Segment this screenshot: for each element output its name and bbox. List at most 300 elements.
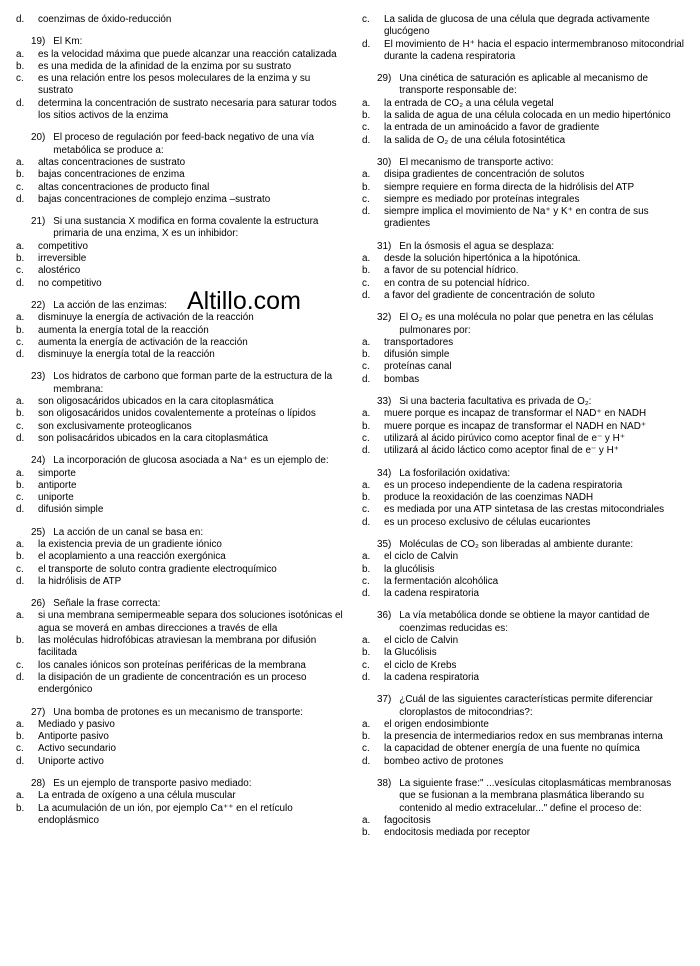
option-letter: b. bbox=[16, 551, 25, 563]
answer-option bbox=[362, 551, 687, 563]
question-number: 30) bbox=[377, 156, 392, 168]
answer-option bbox=[362, 492, 687, 504]
option-text: bombeo activo de protones bbox=[384, 755, 504, 767]
option-letter: b. bbox=[362, 563, 371, 575]
answer-option bbox=[16, 253, 346, 265]
option-letter: d. bbox=[16, 504, 25, 516]
answer-option bbox=[16, 433, 346, 445]
option-text: produce la reoxidación de las coenzimas NADH bbox=[384, 492, 594, 504]
option-letter: d. bbox=[16, 575, 25, 587]
option-text: la salida de O₂ de una célula fotosintética bbox=[384, 134, 566, 146]
option-text: uniporte bbox=[38, 492, 74, 504]
option-text: la glucólisis bbox=[384, 563, 435, 575]
question-block bbox=[362, 396, 687, 457]
question bbox=[362, 610, 687, 635]
option-text: el ciclo de Krebs bbox=[384, 659, 457, 671]
option-text: proteínas canal bbox=[384, 361, 452, 373]
option-letter: b. bbox=[362, 827, 371, 839]
option-text: si una membrana semipermeable separa dos soluciones isotónicas el agua se moverá en ambas direcciones a través de ella bbox=[38, 610, 343, 634]
option-text: a favor del gradiente de concentración de soluto bbox=[384, 289, 595, 301]
option-letter: c. bbox=[16, 73, 24, 85]
option-letter: c. bbox=[362, 193, 370, 205]
option-letter: b. bbox=[362, 181, 371, 193]
option-text: los canales iónicos son proteínas periféricas de la membrana bbox=[38, 659, 306, 671]
answer-option bbox=[16, 157, 346, 169]
option-text: desde la solución hipertónica a la hipotónica. bbox=[384, 253, 581, 265]
question bbox=[16, 598, 346, 610]
option-text: simporte bbox=[38, 467, 76, 479]
option-letter: c. bbox=[362, 743, 370, 755]
option-letter: a. bbox=[362, 479, 371, 491]
option-text: disminuye la energía total de la reacción bbox=[38, 349, 215, 361]
option-letter: a. bbox=[16, 312, 25, 324]
option-text: endocitosis mediada por receptor bbox=[384, 827, 531, 839]
option-letter: b. bbox=[16, 731, 25, 743]
question-text: Una cinética de saturación es aplicable al mecanismo de transporte responsable de: bbox=[399, 73, 648, 97]
answer-option bbox=[16, 719, 346, 731]
question-text: El proceso de regulación por feed-back negativo de una vía metabólica se produce a: bbox=[53, 132, 315, 156]
option-text: El movimiento de H⁺ hacia el espacio intermembranoso mitocondrial durante la cadena respiratoria bbox=[384, 38, 684, 62]
question-text: Moléculas de CO₂ son liberadas al ambiente durante: bbox=[399, 538, 634, 550]
answer-option bbox=[362, 290, 687, 302]
question-number: 33) bbox=[377, 396, 392, 408]
option-text: utilizará al ácido láctico como aceptor final de e⁻ y H⁺ bbox=[384, 445, 619, 457]
answer-option bbox=[362, 374, 687, 386]
question-number: 22) bbox=[31, 299, 46, 311]
question-text: La acción de un canal se basa en: bbox=[53, 526, 204, 538]
question-block bbox=[16, 778, 346, 827]
option-text: disminuye la energía de activación de la reacción bbox=[38, 312, 254, 324]
answer-option bbox=[362, 253, 687, 265]
answer-option bbox=[16, 790, 346, 802]
question-block bbox=[16, 707, 346, 768]
answer-option bbox=[16, 14, 346, 26]
question-number: 21) bbox=[31, 216, 46, 228]
question-block bbox=[362, 157, 687, 231]
option-letter: c. bbox=[16, 492, 24, 504]
question bbox=[16, 778, 346, 790]
option-letter: b. bbox=[362, 349, 371, 361]
option-letter: c. bbox=[362, 504, 370, 516]
option-letter: b. bbox=[16, 169, 25, 181]
answer-option bbox=[16, 349, 346, 361]
option-letter: c. bbox=[362, 575, 370, 587]
option-letter: a. bbox=[362, 635, 371, 647]
answer-option bbox=[16, 337, 346, 349]
question-text: La siguiente frase:" ...vesículas citoplasmáticas membranosas que se fusionan a la membrana plasmática liberando su contenido al medio extracelular..." define el proceso de: bbox=[399, 778, 672, 814]
answer-option bbox=[16, 756, 346, 768]
answer-option bbox=[16, 635, 346, 660]
option-text: es una medida de la afinidad de la enzima por su sustrato bbox=[38, 60, 292, 72]
question bbox=[362, 694, 687, 719]
question bbox=[362, 396, 687, 408]
question-block bbox=[362, 468, 687, 529]
option-letter: d. bbox=[16, 349, 25, 361]
question-text: La vía metabólica donde se obtiene la mayor cantidad de coenzimas reducidas es: bbox=[399, 610, 650, 634]
question bbox=[16, 455, 346, 467]
question-text: La acción de las enzimas: bbox=[53, 299, 167, 311]
answer-option bbox=[16, 421, 346, 433]
question-number: 28) bbox=[31, 778, 46, 790]
option-text: es la velocidad máxima que puede alcanzar una reacción catalizada bbox=[38, 48, 337, 60]
option-text: la cadena respiratoria bbox=[384, 588, 479, 600]
option-text: la Glucólisis bbox=[384, 647, 437, 659]
option-text: La salida de glucosa de una célula que degrada activamente glucógeno bbox=[384, 14, 650, 38]
answer-option bbox=[362, 660, 687, 672]
option-letter: c. bbox=[362, 14, 370, 25]
option-letter: b. bbox=[16, 253, 25, 265]
question bbox=[16, 132, 346, 157]
answer-option bbox=[16, 610, 346, 635]
option-letter: d. bbox=[362, 134, 371, 146]
option-text: la existencia previa de un gradiente iónico bbox=[38, 538, 222, 550]
option-text: es un proceso exclusivo de células eucariontes bbox=[384, 516, 591, 528]
option-text: el transporte de soluto contra gradiente electroquímico bbox=[38, 563, 277, 575]
question-number: 35) bbox=[377, 538, 392, 550]
option-letter: c. bbox=[16, 659, 24, 671]
option-letter: b. bbox=[16, 324, 25, 336]
answer-option bbox=[16, 539, 346, 551]
answer-option bbox=[16, 731, 346, 743]
answer-option bbox=[16, 396, 346, 408]
question bbox=[16, 707, 346, 719]
option-text: son polisacáridos ubicados en la cara citoplasmática bbox=[38, 432, 268, 444]
option-text: transportadores bbox=[384, 336, 454, 348]
option-text: bombas bbox=[384, 373, 420, 385]
option-text: Antiporte pasivo bbox=[38, 731, 109, 743]
option-text: es una relación entre los pesos moleculares de la enzima y su sustrato bbox=[38, 73, 311, 97]
answer-option bbox=[16, 564, 346, 576]
answer-option bbox=[362, 504, 687, 516]
option-letter: b. bbox=[16, 408, 25, 420]
option-letter: d. bbox=[362, 516, 371, 528]
option-text: determina la concentración de sustrato necesaria para saturar todos los sitios activos de la enzima bbox=[38, 97, 337, 122]
option-letter: d. bbox=[16, 432, 25, 444]
question-block bbox=[16, 14, 346, 26]
option-letter: b. bbox=[16, 635, 25, 647]
option-letter: a. bbox=[16, 610, 25, 622]
answer-option bbox=[362, 265, 687, 277]
answer-option bbox=[362, 433, 687, 445]
question-text: ¿Cuál de las siguientes características permite diferenciar cloroplastos de mitocondrias?: bbox=[399, 694, 653, 718]
question-text: Si una bacteria facultativa es privada de O₂: bbox=[399, 396, 592, 408]
question bbox=[362, 73, 687, 98]
option-text: la cadena respiratoria bbox=[384, 671, 479, 683]
answer-option bbox=[16, 672, 346, 697]
answer-option bbox=[16, 408, 346, 420]
question-block bbox=[16, 371, 346, 445]
question-number: 20) bbox=[31, 132, 46, 144]
option-text: altas concentraciones de producto final bbox=[38, 181, 210, 193]
option-letter: d. bbox=[362, 588, 371, 600]
option-text: utilizará al ácido pirúvico como aceptor final de e⁻ y H⁺ bbox=[384, 432, 625, 444]
answer-option bbox=[16, 743, 346, 755]
option-text: la capacidad de obtener energía de una fuente no química bbox=[384, 743, 640, 755]
question-text: Señale la frase correcta: bbox=[53, 598, 161, 610]
question-block bbox=[362, 778, 687, 839]
option-text: la hidrólisis de ATP bbox=[38, 575, 122, 587]
question-number: 37) bbox=[377, 694, 392, 706]
option-text: la entrada de CO₂ a una célula vegetal bbox=[384, 97, 554, 109]
option-text: irreversible bbox=[38, 253, 87, 265]
question bbox=[362, 778, 687, 815]
option-letter: c. bbox=[362, 659, 370, 671]
option-text: son exclusivamente proteoglicanos bbox=[38, 420, 192, 432]
option-letter: a. bbox=[16, 396, 25, 408]
answer-option bbox=[362, 731, 687, 743]
option-letter: c. bbox=[16, 336, 24, 348]
answer-option bbox=[16, 265, 346, 277]
answer-option bbox=[16, 468, 346, 480]
option-letter: c. bbox=[16, 265, 24, 277]
option-text: el ciclo de Calvin bbox=[384, 635, 459, 647]
option-text: la fermentación alcohólica bbox=[384, 575, 499, 587]
question-text: El Km: bbox=[53, 36, 83, 48]
option-text: muere porque es incapaz de transformar el NADH en NAD⁺ bbox=[384, 420, 647, 432]
option-letter: b. bbox=[362, 731, 371, 743]
option-text: el ciclo de Calvin bbox=[384, 551, 459, 563]
option-letter: a. bbox=[16, 156, 25, 168]
option-text: altas concentraciones de sustrato bbox=[38, 156, 186, 168]
option-letter: d. bbox=[16, 14, 25, 25]
question bbox=[362, 539, 687, 551]
option-text: siempre implica el movimiento de Na⁺ y K⁺ en contra de sus gradientes bbox=[384, 206, 649, 230]
option-letter: b. bbox=[16, 802, 25, 814]
question-text: Si una sustancia X modifica en forma covalente la estructura primaria de una enzima, X es un inhibidor: bbox=[53, 216, 319, 240]
option-text: muere porque es incapaz de transformar el NAD⁺ en NADH bbox=[384, 408, 647, 420]
question bbox=[16, 36, 346, 48]
option-letter: b. bbox=[362, 492, 371, 504]
option-text: Uniporte activo bbox=[38, 755, 104, 767]
option-letter: d. bbox=[362, 289, 371, 301]
option-letter: d. bbox=[362, 206, 371, 218]
answer-option bbox=[16, 551, 346, 563]
question-block bbox=[16, 598, 346, 696]
answer-option bbox=[362, 672, 687, 684]
option-text: siempre requiere en forma directa de la hidrólisis del ATP bbox=[384, 181, 635, 193]
answer-option bbox=[16, 98, 346, 123]
question-block bbox=[362, 312, 687, 386]
answer-option bbox=[362, 361, 687, 373]
question-text: El O₂ es una molécula no polar que penetra en las células pulmonares por: bbox=[399, 312, 654, 336]
option-letter: a. bbox=[362, 718, 371, 730]
left-column bbox=[16, 14, 346, 837]
question-block bbox=[362, 73, 687, 147]
answer-option bbox=[362, 719, 687, 731]
option-letter: c. bbox=[362, 432, 370, 444]
option-letter: b. bbox=[16, 479, 25, 491]
option-text: alostérico bbox=[38, 265, 81, 277]
option-text: disipa gradientes de concentración de solutos bbox=[384, 169, 585, 181]
option-text: no competitivo bbox=[38, 277, 102, 289]
option-letter: a. bbox=[16, 467, 25, 479]
answer-option bbox=[362, 206, 687, 231]
answer-option bbox=[362, 743, 687, 755]
question-number: 34) bbox=[377, 467, 392, 479]
option-letter: a. bbox=[362, 814, 371, 826]
option-text: la disipación de un gradiente de concentración es un proceso endergónico bbox=[38, 671, 307, 696]
answer-option bbox=[16, 803, 346, 828]
option-letter: a. bbox=[16, 538, 25, 550]
option-text: difusión simple bbox=[38, 504, 104, 516]
answer-option bbox=[362, 110, 687, 122]
watermark: Altillo.com bbox=[187, 287, 301, 315]
question-block bbox=[362, 14, 687, 63]
option-text: coenzimas de óxido-reducción bbox=[38, 14, 172, 25]
question-text: La incorporación de glucosa asociada a Na⁺ es un ejemplo de: bbox=[53, 455, 329, 467]
answer-option bbox=[16, 325, 346, 337]
answer-option bbox=[16, 61, 346, 73]
option-letter: c. bbox=[362, 277, 370, 289]
question-number: 23) bbox=[31, 371, 46, 383]
option-letter: c. bbox=[16, 420, 24, 432]
option-letter: a. bbox=[362, 97, 371, 109]
answer-option bbox=[362, 647, 687, 659]
answer-option bbox=[16, 660, 346, 672]
option-letter: a. bbox=[16, 48, 25, 60]
answer-option bbox=[362, 827, 687, 839]
answer-option bbox=[362, 576, 687, 588]
question-number: 27) bbox=[31, 706, 46, 718]
question-text: En la ósmosis el agua se desplaza: bbox=[399, 240, 555, 252]
question-block bbox=[362, 241, 687, 302]
answer-option bbox=[362, 122, 687, 134]
question-number: 25) bbox=[31, 526, 46, 538]
option-text: bajas concentraciones de complejo enzima –sustrato bbox=[38, 193, 271, 205]
option-text: competitivo bbox=[38, 240, 88, 252]
option-text: Mediado y pasivo bbox=[38, 718, 115, 730]
answer-option bbox=[16, 169, 346, 181]
option-text: en contra de su potencial hídrico. bbox=[384, 277, 530, 289]
answer-option bbox=[16, 182, 346, 194]
option-letter: b. bbox=[362, 265, 371, 277]
answer-option bbox=[362, 588, 687, 600]
answer-option bbox=[16, 73, 346, 98]
right-column bbox=[362, 14, 687, 850]
answer-option bbox=[16, 194, 346, 206]
question-block bbox=[16, 455, 346, 516]
option-text: a favor de su potencial hídrico. bbox=[384, 265, 519, 277]
question bbox=[16, 371, 346, 396]
option-text: fagocitosis bbox=[384, 814, 431, 826]
answer-option bbox=[16, 480, 346, 492]
option-letter: a. bbox=[362, 253, 371, 265]
option-text: la salida de agua de una célula colocada en un medio hipertónico bbox=[384, 110, 671, 122]
question bbox=[362, 241, 687, 253]
answer-option bbox=[362, 98, 687, 110]
option-letter: a. bbox=[362, 551, 371, 563]
question-number: 24) bbox=[31, 455, 46, 467]
option-letter: b. bbox=[362, 647, 371, 659]
option-text: difusión simple bbox=[384, 349, 450, 361]
question-number: 36) bbox=[377, 610, 392, 622]
question-block bbox=[16, 216, 346, 290]
answer-option bbox=[362, 408, 687, 420]
question-text: Los hidratos de carbono que forman parte de la estructura de la membrana: bbox=[53, 371, 333, 395]
answer-option bbox=[362, 756, 687, 768]
option-letter: a. bbox=[362, 408, 371, 420]
option-text: bajas concentraciones de enzima bbox=[38, 169, 185, 181]
question bbox=[16, 527, 346, 539]
answer-option bbox=[362, 337, 687, 349]
answer-option bbox=[362, 278, 687, 290]
option-letter: d. bbox=[362, 38, 371, 50]
answer-option bbox=[362, 815, 687, 827]
option-text: el acoplamiento a una reacción exergónica bbox=[38, 551, 226, 563]
option-text: las moléculas hidrofóbicas atraviesan la membrana por difusión facilitada bbox=[38, 635, 317, 659]
option-letter: c. bbox=[362, 361, 370, 373]
answer-option bbox=[362, 635, 687, 647]
option-text: el origen endosimbionte bbox=[384, 718, 489, 730]
answer-option bbox=[362, 445, 687, 457]
answer-option bbox=[16, 492, 346, 504]
answer-option bbox=[16, 576, 346, 588]
option-letter: d. bbox=[16, 97, 25, 109]
question-text: La fosforilación oxidativa: bbox=[399, 467, 511, 479]
option-letter: b. bbox=[362, 420, 371, 432]
option-text: es un proceso independiente de la cadena respiratoria bbox=[384, 479, 623, 491]
answer-option bbox=[362, 194, 687, 206]
option-text: la presencia de intermediarios redox en sus membranas interna bbox=[384, 731, 663, 743]
answer-option bbox=[362, 517, 687, 529]
option-text: son oligosacáridos ubicados en la cara citoplasmática bbox=[38, 396, 274, 408]
option-letter: a. bbox=[16, 790, 25, 802]
option-letter: d. bbox=[362, 373, 371, 385]
answer-option bbox=[362, 14, 687, 39]
question-text: El mecanismo de transporte activo: bbox=[399, 156, 554, 168]
option-text: aumenta la energía total de la reacción bbox=[38, 324, 209, 336]
option-text: son oligosacáridos unidos covalentemente a proteínas o lípidos bbox=[38, 408, 316, 420]
option-text: aumenta la energía de activación de la reacción bbox=[38, 336, 248, 348]
question-block bbox=[362, 539, 687, 600]
option-letter: d. bbox=[16, 193, 25, 205]
option-letter: d. bbox=[16, 755, 25, 767]
question-block bbox=[362, 610, 687, 684]
option-letter: b. bbox=[362, 110, 371, 122]
question bbox=[362, 312, 687, 337]
option-letter: a. bbox=[362, 169, 371, 181]
option-text: La acumulación de un ión, por ejemplo Ca⁺⁺ en el retículo endoplásmico bbox=[38, 802, 293, 826]
question-block bbox=[16, 527, 346, 588]
option-letter: d. bbox=[362, 755, 371, 767]
answer-option bbox=[362, 480, 687, 492]
answer-option bbox=[362, 564, 687, 576]
question-number: 26) bbox=[31, 598, 46, 610]
question bbox=[362, 157, 687, 169]
answer-option bbox=[362, 421, 687, 433]
option-letter: b. bbox=[16, 60, 25, 72]
option-letter: c. bbox=[16, 563, 24, 575]
answer-option bbox=[362, 135, 687, 147]
question-block bbox=[362, 694, 687, 768]
question-text: Es un ejemplo de transporte pasivo mediado: bbox=[53, 778, 252, 790]
answer-option bbox=[362, 349, 687, 361]
answer-option bbox=[362, 169, 687, 181]
question-number: 32) bbox=[377, 312, 392, 324]
question-block bbox=[16, 132, 346, 206]
question-number: 19) bbox=[31, 36, 46, 48]
question bbox=[16, 216, 346, 241]
option-letter: d. bbox=[16, 671, 25, 683]
answer-option bbox=[16, 504, 346, 516]
question-number: 29) bbox=[377, 73, 392, 85]
option-letter: c. bbox=[362, 122, 370, 134]
question-text: Una bomba de protones es un mecanismo de transporte: bbox=[53, 706, 304, 718]
option-letter: d. bbox=[362, 445, 371, 457]
option-text: la entrada de un aminoácido a favor de gradiente bbox=[384, 122, 600, 134]
option-text: La entrada de oxígeno a una célula muscular bbox=[38, 790, 236, 802]
question-number: 38) bbox=[377, 778, 392, 790]
